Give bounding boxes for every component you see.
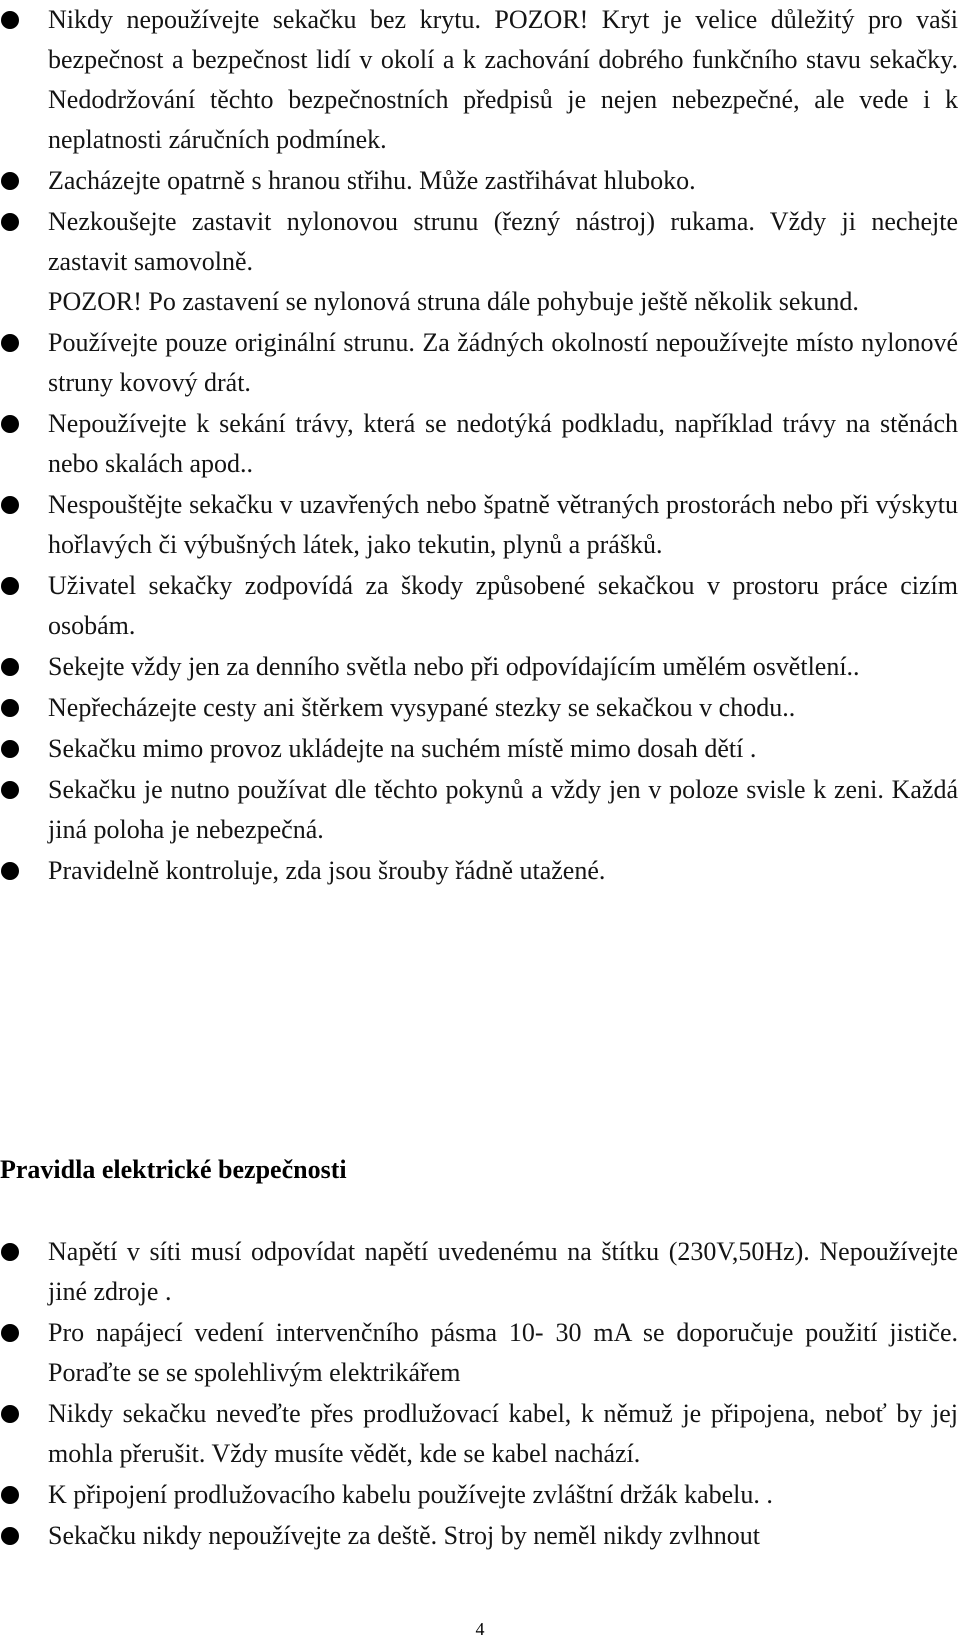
list-item-text: Nikdy nepoužívejte sekačku bez krytu. POZOR! Kryt je velice důležitý pro vaši bezpečnost a bezpečnost lidí v okolí a k zachování dobrého funkčního stavu sekačky. Nedodržování těchto bezpečnostních předpisů je nejen nebezpečné, ale vede i k neplatnosti záručních podmínek.	[48, 5, 958, 154]
bullet-icon	[1, 415, 19, 433]
bullet-icon	[1, 1324, 19, 1342]
bullet-icon	[1, 496, 19, 514]
list-item-text: Nepoužívejte k sekání trávy, která se nedotýká podkladu, například trávy na stěnách nebo skalách apod..	[48, 409, 958, 478]
list-item	[0, 202, 958, 322]
bullet-icon	[1, 213, 19, 231]
list-item-text: Nepřecházejte cesty ani štěrkem vysypané stezky se sekačkou v chodu..	[48, 693, 796, 722]
bullet-icon	[1, 172, 19, 190]
list-item	[0, 688, 958, 728]
bullet-icon	[1, 1243, 19, 1261]
list-item-text: POZOR! Po zastavení se nylonová struna dále pohybuje ještě několik sekund.	[48, 287, 859, 316]
bullet-icon	[1, 862, 19, 880]
list-item-text: Zacházejte opatrně s hranou střihu. Může zastřihávat hluboko.	[48, 166, 696, 195]
list-item	[0, 1394, 958, 1474]
list-item-text: Uživatel sekačky zodpovídá za škody způsobené sekačkou v prostoru práce cizím osobám.	[48, 571, 958, 640]
bullet-icon	[1, 1486, 19, 1504]
list-item-text: Napětí v síti musí odpovídat napětí uvedenému na štítku (230V,50Hz). Nepoužívejte jiné zdroje .	[48, 1237, 958, 1306]
list-item-text: Sekačku je nutno používat dle těchto pokynů a vždy jen v poloze svisle k zeni. Každá jiná poloha je nebezpečná.	[48, 775, 958, 844]
list-item-text: Sekačku mimo provoz ukládejte na suchém místě mimo dosah dětí .	[48, 734, 757, 763]
list-item-text: Pro napájecí vedení intervenčního pásma 10- 30 mA se doporučuje použití jističe. Poraďte se se spolehlivým elektrikářem	[48, 1318, 958, 1387]
list-item	[0, 161, 958, 201]
list-item-text: Nikdy sekačku neveďte přes prodlužovací kabel, k němuž je připojena, neboť by jej mohla přerušit. Vždy musíte vědět, kde se kabel nachází.	[48, 1399, 958, 1468]
list-item-text: K připojení prodlužovacího kabelu používejte zvláštní držák kabelu. .	[48, 1480, 773, 1509]
list-item	[0, 323, 958, 403]
list-item-text: Sekačku nikdy nepoužívejte za deště. Stroj by neměl nikdy zvlhnout	[48, 1521, 760, 1550]
bullet-icon	[1, 740, 19, 758]
electrical-safety-heading: Pravidla elektrické bezpečnosti	[0, 1155, 347, 1184]
list-item	[0, 566, 958, 646]
bullet-icon	[1, 1405, 19, 1423]
list-item	[0, 1313, 958, 1393]
page-number: 4	[475, 1619, 485, 1639]
list-item	[0, 770, 958, 850]
list-item-text: Pravidelně kontroluje, zda jsou šrouby řádně utažené.	[48, 856, 606, 885]
bullet-icon	[1, 1527, 19, 1545]
list-item	[0, 1475, 958, 1515]
list-item	[0, 1232, 958, 1312]
bullet-icon	[1, 699, 19, 717]
list-item-text: Sekejte vždy jen za denního světla nebo při odpovídajícím umělém osvětlení..	[48, 652, 860, 681]
list-item	[0, 729, 958, 769]
bullet-icon	[1, 334, 19, 352]
list-item	[0, 0, 958, 160]
bullet-icon	[1, 658, 19, 676]
electrical-rules-list	[0, 1232, 958, 1557]
list-item-text: Nespouštějte sekačku v uzavřených nebo špatně větraných prostorách nebo při výskytu hořlavých či výbušných látek, jako tekutin, plynů a prášků.	[48, 490, 958, 559]
list-item	[0, 851, 958, 891]
list-item-text: Používejte pouze originální strunu. Za žádných okolností nepoužívejte místo nylonové struny kovový drát.	[48, 328, 958, 397]
bullet-icon	[1, 577, 19, 595]
list-item	[0, 404, 958, 484]
bullet-icon	[1, 11, 19, 29]
list-item	[0, 647, 958, 687]
list-item	[0, 1516, 958, 1556]
list-item	[0, 485, 958, 565]
bullet-icon	[1, 781, 19, 799]
list-item-text: Nezkoušejte zastavit nylonovou strunu (řezný nástroj) rukama. Vždy ji nechejte zastavit samovolně.	[48, 207, 958, 276]
